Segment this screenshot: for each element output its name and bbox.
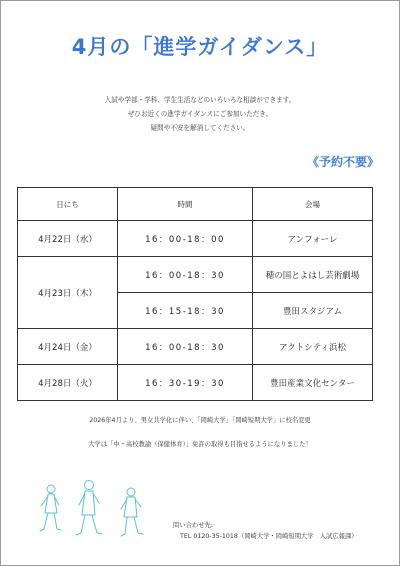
time-cell: 16：30-19：30: [118, 365, 253, 401]
venue-cell: 穂の国とよはし芸術劇場: [253, 257, 373, 293]
time-cell: 16：00-18：30: [118, 257, 253, 293]
intro-line: 入試や学部・学科、学生生活などのいろいろな相談ができます。: [104, 96, 296, 104]
table-row: [18, 329, 373, 365]
time-cell: 16：00-18：00: [118, 221, 253, 257]
contact-info: [173, 520, 358, 542]
note-line: 2026年4月より、男女共学化に伴い、「岡崎大学」「岡崎短期大学」に校名変更: [89, 417, 311, 424]
venue-cell: アンフォーレ: [253, 221, 373, 257]
contact-label: 問い合わせ先:: [173, 522, 213, 529]
date-cell: 4月24日（金）: [18, 329, 118, 365]
date-cell: 4月28日（火）: [18, 365, 118, 401]
date-cell: 4月23日（木）: [18, 257, 118, 329]
contact-phone: TEL 0120-35-1018（岡崎大学・岡崎短期大学 入試広報課）: [180, 533, 358, 540]
table-row: [18, 221, 373, 257]
header-date: 日にち: [18, 188, 118, 221]
student-figure: [40, 485, 61, 531]
intro-line: 疑問や不安を解消してください。: [150, 124, 250, 132]
student-figure: [121, 488, 143, 536]
table-row: [18, 365, 373, 401]
time-cell: 16：00-18：30: [118, 329, 253, 365]
venue-cell: アクトシティ浜松: [253, 329, 373, 365]
table-header-row: [18, 188, 373, 221]
schedule-table: [17, 187, 373, 401]
intro-line: ぜひお近くの進学ガイダンスにご参加いただき、: [127, 110, 273, 118]
student-figure: [76, 481, 102, 536]
students-walking-illustration: [35, 479, 155, 549]
reservation-note: 《予約不要》: [306, 155, 379, 169]
date-cell: 4月22日（水）: [18, 221, 118, 257]
header-time: 時間: [118, 188, 253, 221]
note-line: 大学は「中・高校教諭（保健体育）」免許の取得も目指せるようになりました！: [88, 441, 312, 448]
intro-text: [1, 93, 399, 135]
notes: [1, 409, 399, 457]
table-row: [18, 257, 373, 293]
page-title: 4月の「進学ガイダンス」: [71, 35, 329, 59]
time-cell: 16：15-18：30: [118, 293, 253, 329]
venue-cell: 豊田産業文化センター: [253, 365, 373, 401]
header-venue: 会場: [253, 188, 373, 221]
venue-cell: 豊田スタジアム: [253, 293, 373, 329]
